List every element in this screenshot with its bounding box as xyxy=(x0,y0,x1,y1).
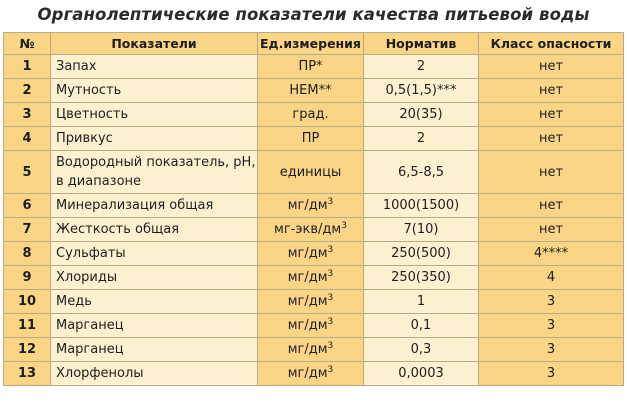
unit-superscript: 3 xyxy=(327,269,334,279)
table-row xyxy=(4,242,624,266)
unit-cell xyxy=(258,103,364,127)
norm-value: 6,5-8,5 xyxy=(364,151,479,194)
unit-cell xyxy=(258,362,364,386)
indicator-name: Марганец xyxy=(51,338,258,362)
unit-text: мг/дм xyxy=(287,294,328,309)
hazard-class: нет xyxy=(479,218,624,242)
indicator-name: Цветность xyxy=(51,103,258,127)
unit-text: ПР xyxy=(301,131,320,146)
table-body xyxy=(4,55,624,386)
unit-cell xyxy=(258,127,364,151)
unit-text: мг/дм xyxy=(287,246,328,261)
header-class: Класс опасности xyxy=(479,33,624,55)
norm-value: 2 xyxy=(364,127,479,151)
row-number: 2 xyxy=(4,79,51,103)
hazard-class: нет xyxy=(479,55,624,79)
indicator-name: Минерализация общая xyxy=(51,194,258,218)
table-row xyxy=(4,314,624,338)
table-row xyxy=(4,79,624,103)
indicator-name: Запах xyxy=(51,55,258,79)
norm-value: 0,1 xyxy=(364,314,479,338)
unit-cell xyxy=(258,218,364,242)
unit-text: единицы xyxy=(279,164,342,180)
unit-cell xyxy=(258,79,364,103)
hazard-class: 3 xyxy=(479,338,624,362)
hazard-class: 4**** xyxy=(479,242,624,266)
table-row xyxy=(4,218,624,242)
unit-superscript: 3 xyxy=(327,365,334,375)
row-number: 3 xyxy=(4,103,51,127)
norm-value: 0,5(1,5)*** xyxy=(364,79,479,103)
indicator-name: Марганец xyxy=(51,314,258,338)
unit-text: град. xyxy=(292,107,329,122)
table-row xyxy=(4,338,624,362)
unit-text: мг/дм xyxy=(287,366,328,381)
unit-superscript: 3 xyxy=(327,245,334,255)
row-number: 8 xyxy=(4,242,51,266)
unit-superscript: 3 xyxy=(341,221,347,231)
row-number: 1 xyxy=(4,55,51,79)
unit-cell xyxy=(258,194,364,218)
row-number: 12 xyxy=(4,338,51,362)
norm-value: 250(350) xyxy=(364,266,479,290)
unit-superscript: 3 xyxy=(327,317,334,327)
table-row xyxy=(4,151,624,194)
unit-superscript: 3 xyxy=(327,197,334,207)
row-number: 7 xyxy=(4,218,51,242)
header-name: Показатели xyxy=(51,33,258,55)
row-number: 6 xyxy=(4,194,51,218)
unit-cell xyxy=(258,151,364,194)
indicator-name: Мутность xyxy=(51,79,258,103)
hazard-class: 3 xyxy=(479,314,624,338)
unit-text: мг-экв/дм xyxy=(274,222,342,237)
indicator-name: Сульфаты xyxy=(51,242,258,266)
unit-cell xyxy=(258,266,364,290)
hazard-class: нет xyxy=(479,103,624,127)
header-num: № xyxy=(4,33,51,55)
table-row xyxy=(4,266,624,290)
hazard-class: 4 xyxy=(479,266,624,290)
unit-text: ПР* xyxy=(298,59,323,74)
water-quality-table xyxy=(3,32,624,386)
norm-value: 0,0003 xyxy=(364,362,479,386)
table-row xyxy=(4,127,624,151)
norm-value: 0,3 xyxy=(364,338,479,362)
row-number: 9 xyxy=(4,266,51,290)
unit-cell xyxy=(258,314,364,338)
hazard-class: нет xyxy=(479,194,624,218)
table-row xyxy=(4,362,624,386)
unit-text: мг/дм xyxy=(287,270,328,285)
unit-text: НЕМ** xyxy=(289,83,332,98)
hazard-class: 3 xyxy=(479,362,624,386)
unit-text: мг/дм xyxy=(287,198,328,213)
table-row xyxy=(4,194,624,218)
row-number: 11 xyxy=(4,314,51,338)
indicator-name: Хлорфенолы xyxy=(51,362,258,386)
unit-cell xyxy=(258,55,364,79)
hazard-class: нет xyxy=(479,127,624,151)
row-number: 4 xyxy=(4,127,51,151)
page-title: Органолептические показатели качества питьевой воды xyxy=(37,5,590,24)
hazard-class: нет xyxy=(479,151,624,194)
norm-value: 7(10) xyxy=(364,218,479,242)
table-row xyxy=(4,103,624,127)
unit-cell xyxy=(258,290,364,314)
indicator-name: Медь xyxy=(51,290,258,314)
unit-superscript: 3 xyxy=(327,293,334,303)
header-unit: Ед.измерения xyxy=(258,33,364,55)
indicator-name: Водородный показатель, pH, в диапазоне xyxy=(51,151,258,194)
unit-superscript: 3 xyxy=(327,341,334,351)
indicator-name: Привкус xyxy=(51,127,258,151)
indicator-name: Хлориды xyxy=(51,266,258,290)
norm-value: 250(500) xyxy=(364,242,479,266)
unit-cell xyxy=(258,338,364,362)
unit-cell xyxy=(258,242,364,266)
unit-text: мг/дм xyxy=(287,318,328,333)
hazard-class: 3 xyxy=(479,290,624,314)
header-norm: Норматив xyxy=(364,33,479,55)
norm-value: 1 xyxy=(364,290,479,314)
row-number: 13 xyxy=(4,362,51,386)
table-row xyxy=(4,290,624,314)
indicator-name: Жесткость общая xyxy=(51,218,258,242)
hazard-class: нет xyxy=(479,79,624,103)
table-row xyxy=(4,55,624,79)
norm-value: 2 xyxy=(364,55,479,79)
norm-value: 20(35) xyxy=(364,103,479,127)
norm-value: 1000(1500) xyxy=(364,194,479,218)
row-number: 10 xyxy=(4,290,51,314)
unit-text: мг/дм xyxy=(287,342,328,357)
row-number: 5 xyxy=(4,151,51,194)
table-header-row xyxy=(4,33,624,55)
